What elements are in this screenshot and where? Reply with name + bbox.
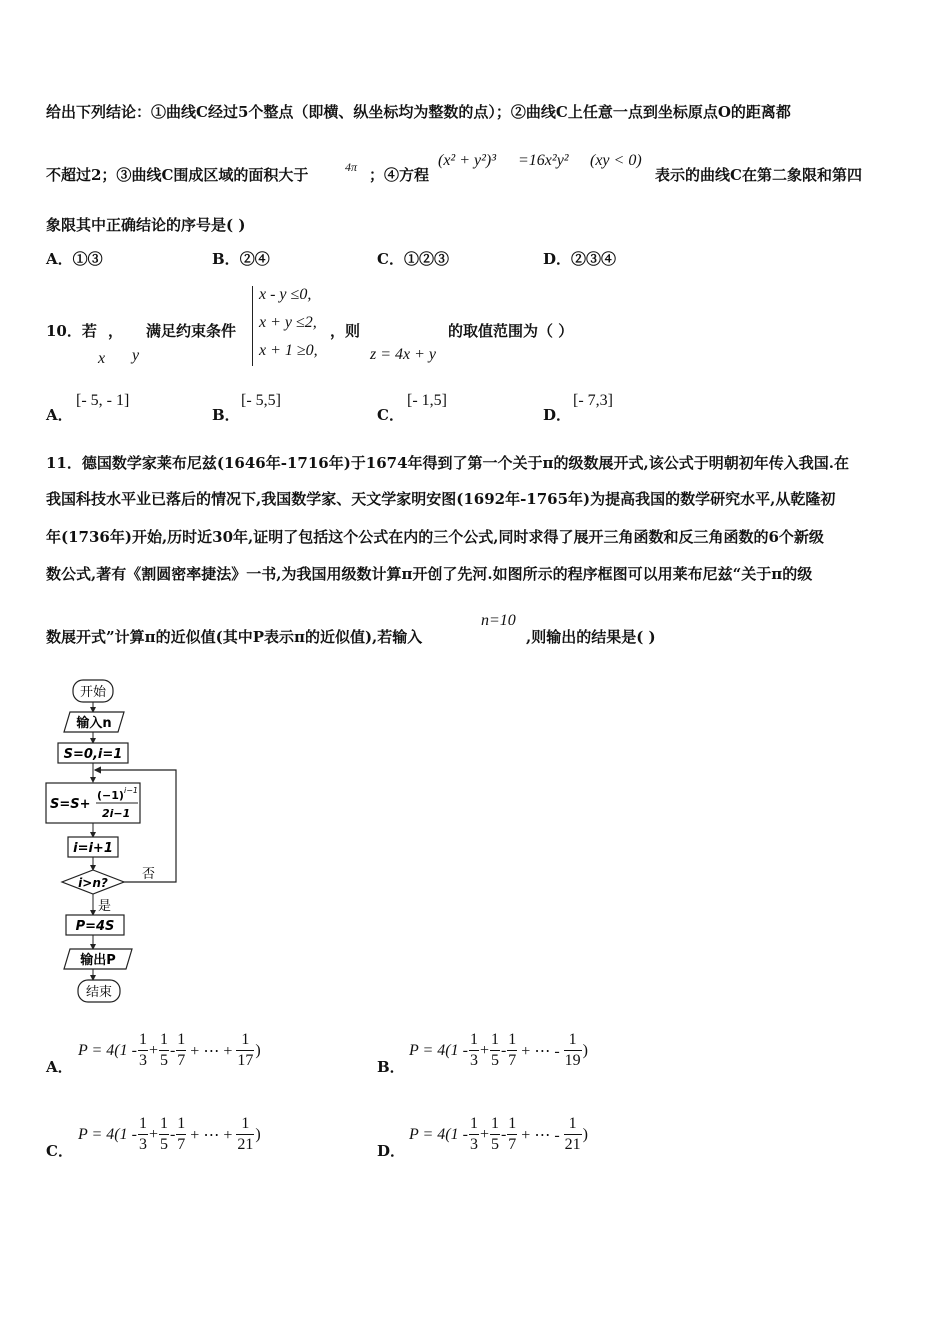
- q10-option-a-label: A．: [46, 406, 73, 424]
- flowchart-no-label: 否: [142, 867, 156, 882]
- q10-var-x: x: [98, 350, 106, 367]
- q9-line2-a: 不超过2；③曲线C围成区域的面积大于: [46, 166, 309, 184]
- q11-option-b-label: B．: [377, 1058, 405, 1076]
- q10-option-a-value: [- 5, - 1]: [76, 392, 130, 409]
- q11-option-d-formula: P = 4(1 - $\frac{1}{3}$ + $\frac{1}{5}$ - $\frac{1}{7}$ + ⋯ - $\frac{1}{21}$ ): [409, 1115, 588, 1153]
- flowchart-increment-label: i=i+1: [73, 841, 113, 856]
- q9-eq-cond: (xy < 0): [590, 152, 642, 169]
- q11-line5-a: 数展开式”计算π的近似值(其中P表示π的近似值),若输入: [46, 628, 423, 646]
- q9-option-c: C．①②③: [377, 250, 449, 268]
- q11-option-a-formula: P = 4(1 - $\frac{1}{3}$ + $\frac{1}{5}$ - $\frac{1}{7}$ + ⋯ + $\frac{1}{17}$ ): [78, 1031, 261, 1069]
- q11-option-c-label: C．: [46, 1142, 73, 1160]
- q9-line3: 象限其中正确结论的序号是( ): [46, 216, 246, 234]
- q10-number: 10．若: [46, 322, 97, 340]
- q9-area-expr: 4π: [345, 160, 358, 174]
- flowchart-yes-label: 是: [98, 899, 112, 914]
- q9-line1: 给出下列结论：①曲线C经过5个整点（即横、纵坐标均为整数的点）；②曲线C上任意一点到坐标原点O的距离都: [46, 103, 791, 121]
- q10-text-a: 满足约束条件: [146, 322, 237, 340]
- flowchart-update-exp: i−1: [124, 786, 139, 795]
- q10-constraint-2: x + y ≤2,: [259, 314, 317, 331]
- flowchart-end-label: 结束: [85, 985, 113, 1000]
- q9-eq-rhs: =16x²y²: [518, 152, 569, 169]
- q10-option-d-label: D．: [543, 406, 572, 424]
- q11-line3: 年(1736年)开始,历时近30年,证明了包括这个公式在内的三个公式,同时求得了展开三角函数和反三角函数的6个新级: [46, 528, 824, 546]
- flowchart-update-lhs: S=S+: [50, 797, 91, 812]
- q10-var-y: y: [132, 347, 140, 364]
- q10-option-c-label: C．: [377, 406, 404, 424]
- flowchart: [40, 672, 200, 1012]
- q9-option-b: B．②④: [212, 250, 270, 268]
- q10-comma: ，: [108, 322, 124, 340]
- flowchart-assign-label: P=4S: [75, 919, 115, 934]
- q10-constraint-1: x - y ≤0,: [259, 286, 312, 303]
- q10-constraint-3: x + 1 ≥0,: [259, 342, 318, 359]
- q11-option-c-formula: P = 4(1 - $\frac{1}{3}$ + $\frac{1}{5}$ - $\frac{1}{7}$ + ⋯ + $\frac{1}{21}$ ): [78, 1115, 261, 1153]
- flowchart-input-label: 输入n: [76, 716, 112, 731]
- q11-option-b-formula: P = 4(1 - $\frac{1}{3}$ + $\frac{1}{5}$ - $\frac{1}{7}$ + ⋯ - $\frac{1}{19}$ ): [409, 1031, 588, 1069]
- q11-line4: 数公式,著有《割圆密率捷法》一书,为我国用级数计算π开创了先河.如图所示的程序框图可以用莱布尼兹“关于π的级: [46, 565, 813, 583]
- q11-n-value: n=10: [481, 612, 516, 629]
- q9-eq-lhs: (x² + y²)³: [438, 152, 497, 169]
- q11-option-a-label: A．: [46, 1058, 73, 1076]
- flowchart-start-label: 开始: [79, 685, 107, 700]
- flowchart-update-num: (−1): [97, 789, 124, 802]
- q10-system-brace: [252, 286, 253, 366]
- flowchart-update-den: 2i−1: [102, 807, 131, 820]
- flowchart-condition-label: i>n?: [78, 876, 108, 890]
- q9-line2-b: ；④方程: [369, 166, 430, 184]
- q10-text-c: 的取值范围为（ ）: [448, 322, 574, 340]
- q10-text-b: ，则: [330, 322, 361, 340]
- flowchart-init-label: S=0,i=1: [63, 747, 123, 762]
- q11-line5-b: ,则输出的结果是( ): [526, 628, 656, 646]
- q11-line1: 11．德国数学家莱布尼兹(1646年-1716年)于1674年得到了第一个关于π的级数展开式,该公式于明朝初年传入我国.在: [46, 454, 849, 472]
- q10-option-b-label: B．: [212, 406, 240, 424]
- q10-option-d-value: [- 7,3]: [573, 392, 613, 409]
- q9-option-a: A．①③: [46, 250, 103, 268]
- q11-line2: 我国科技水平业已落后的情况下,我国数学家、天文学家明安图(1692年-1765年)为提高我国的数学研究水平,从乾隆初: [46, 490, 836, 508]
- q10-option-b-value: [- 5,5]: [241, 392, 281, 409]
- q10-option-c-value: [- 1,5]: [407, 392, 447, 409]
- q11-option-d-label: D．: [377, 1142, 406, 1160]
- q9-option-d: D．②③④: [543, 250, 617, 268]
- q9-line2-c: 表示的曲线C在第二象限和第四: [655, 166, 862, 184]
- flowchart-output-label: 输出P: [80, 953, 116, 968]
- q10-target: z = 4x + y: [370, 346, 437, 363]
